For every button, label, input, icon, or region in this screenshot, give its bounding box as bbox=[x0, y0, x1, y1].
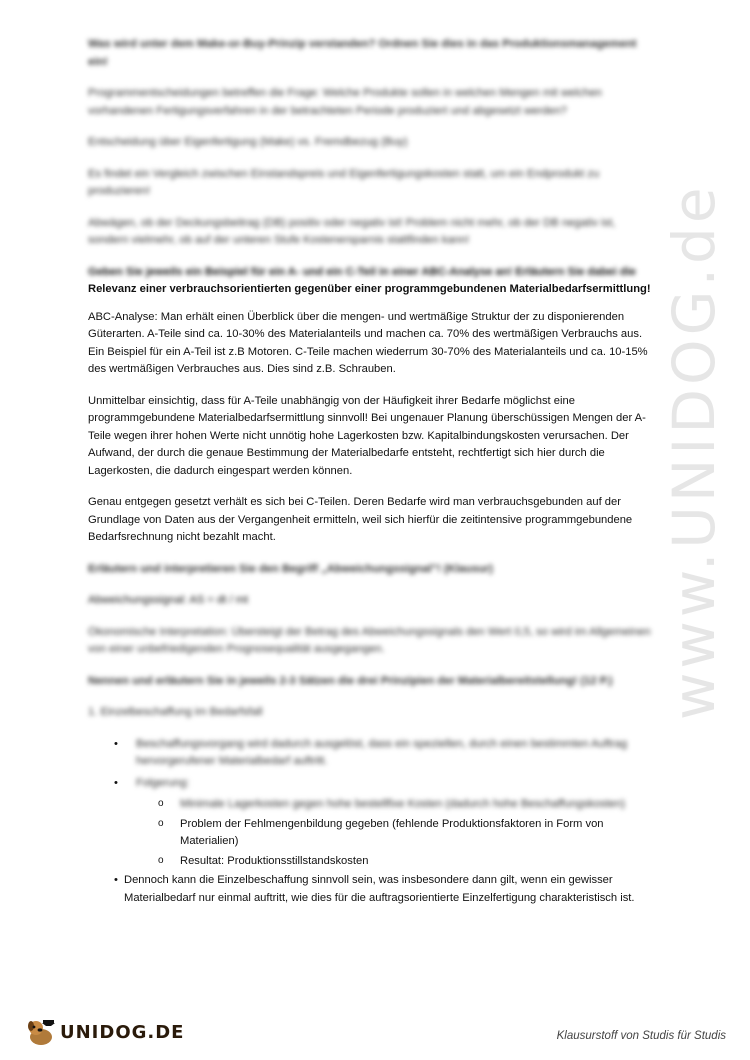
question-2-title-line-2: Relevanz einer verbrauchsorientierten gegenüber einer programmgebundenen Materialbedarfsermittlung! bbox=[88, 283, 651, 295]
question-4-heading-1: 1. Einzelbeschaffung im Bedarfsfall bbox=[88, 706, 263, 718]
c-parts-paragraph: Genau entgegen gesetzt verhält es sich bei C-Teilen. Deren Bedarfe wird man verbrauchsgebunden auf der Grundlage von Daten aus der Vergangenheit ermitteln, weil sich hierfür die zeitintensive programmgebundene Bedarfsrechnung nicht bezahlt macht. bbox=[88, 496, 633, 543]
list-item bbox=[88, 872, 658, 907]
sub-list-item bbox=[88, 853, 658, 871]
question-3-paragraph: Ökonomische Interpretation: Übersteigt der Betrag des Abweichungssignals den Wert 0,5, so wird im Allgemeinen von einer unbefriedigenden Prognosequalität ausgegangen. bbox=[88, 625, 651, 655]
question-1-title: Was wird unter dem Make-or-Buy-Prinzip verstanden? Ordnen Sie dies in das Produktionsmanagement ein! bbox=[88, 38, 637, 68]
question-3-title: Erläutern und interpretieren Sie den Begriff „Abweichungssignal"! (Klausur) bbox=[88, 562, 494, 575]
abc-analysis-paragraph: ABC-Analyse: Man erhält einen Überblick über die mengen- und wertmäßige Struktur der zu disponierenden Güterarten. A-Teile sind ca. 10-30% des Materialanteils und machen ca. 70% des wertmäßigen Verbrauchs aus. Ein Beispiel für ein A-Teil ist z.B Motoren. C-Teile machen wiederrum 30-70% des Materialanteils und ca. 10-15% des wertmäßigen Verbrauches aus. Dies sind z.B. Schrauben. bbox=[88, 310, 648, 375]
sub-item-1-text: Minimale Lagerkosten gegen hohe bestellfixe Kosten (dadurch hohe Beschaffungskosten) bbox=[180, 798, 626, 810]
question-1-paragraph-3: Es findet ein Vergleich zwischen Einstandspreis und Eigenfertigungskosten statt, um ein Endprodukt zu produzieren! bbox=[88, 167, 600, 197]
dog-icon bbox=[24, 1015, 58, 1049]
sub-list-item bbox=[88, 816, 658, 851]
watermark: www.UNIDOG.de bbox=[660, 183, 728, 720]
bullet-3-text: Dennoch kann die Einzelbeschaffung sinnvoll sein, was insbesondere dann gilt, wenn ein gewisser Materialbedarf nur einmal auftritt, wie dies für die auftragsorientierte Einzelfertigung charakteristisch ist. bbox=[124, 874, 635, 904]
unidog-logo bbox=[24, 1015, 184, 1049]
question-2-title bbox=[88, 264, 658, 299]
a-parts-paragraph: Unmittelbar einsichtig, dass für A-Teile unabhängig von der Häufigkeit ihrer Bedarfe möglichst eine programmgebundene Materialbedarfsermittlung sinnvoll! Bei ungenauer Planung überschüssigen Mengen der A-Teile wegen ihrer hohen Werte nicht unnötig hohe Lagerkosten bzw. Kapitalbindungskosten verursachen. Der Aufwand, der durch die genaue Bestimmung der Materialbedarfe entsteht, rechtfertigt sich hier durch die Lagerkosten, die dadurch eingespart werden können. bbox=[88, 394, 646, 477]
question-1-paragraph-4: Abwägen, ob der Deckungsbeitrag (DB) positiv oder negativ ist! Problem nicht mehr, ob der DB negativ ist, sondern vielmehr, ob auf der unteren Stufe Kostenersparnis stattfinden kann! bbox=[88, 216, 616, 246]
list-item bbox=[88, 736, 658, 771]
question-1-paragraph-1: Programmentscheidungen betreffen die Frage: Welche Produkte sollen in welchen Mengen mit welchen vorhandenen Fertigungsverfahren in der betrachteten Periode produziert und abgesetzt werden? bbox=[88, 87, 602, 117]
document-body bbox=[88, 36, 658, 911]
bullet-1-text: Beschaffungsvorgang wird dadurch ausgelöst, dass ein speziellen, durch einen bestimmten Auftrag hervorgerufener Materialbedarf auftritt. bbox=[136, 737, 628, 767]
question-1-paragraph-2: Entscheidung über Eigenfertigung (Make) vs. Fremdbezug (Buy) bbox=[88, 136, 408, 148]
sub-item-2-text: Problem der Fehlmengenbildung gegeben (fehlende Produktionsfaktoren in Form von Materialien) bbox=[180, 817, 604, 847]
sub-list-item bbox=[88, 796, 658, 814]
deviation-signal-formula: Abweichungssignal: AS = dt / mt bbox=[88, 594, 249, 606]
sub-item-3-text: Resultat: Produktionsstillstandskosten bbox=[180, 854, 369, 867]
principles-list bbox=[88, 736, 658, 908]
bullet-2-text: Folgerung: bbox=[136, 776, 190, 789]
footer-tagline: Klausurstoff von Studis für Studis bbox=[556, 1030, 726, 1042]
question-2-title-line-1: Geben Sie jeweils ein Beispiel für ein A- und ein C-Teil in einer ABC-Analyse an! Erläutern Sie dabei die bbox=[88, 265, 636, 278]
logo-text: UNIDOG.DE bbox=[60, 1021, 185, 1043]
question-4-title: Nennen und erläutern Sie in jeweils 2-3 Sätzen die drei Prinzipien der Materialbereitstellung! (12 P.) bbox=[88, 674, 613, 687]
list-item bbox=[88, 775, 658, 793]
